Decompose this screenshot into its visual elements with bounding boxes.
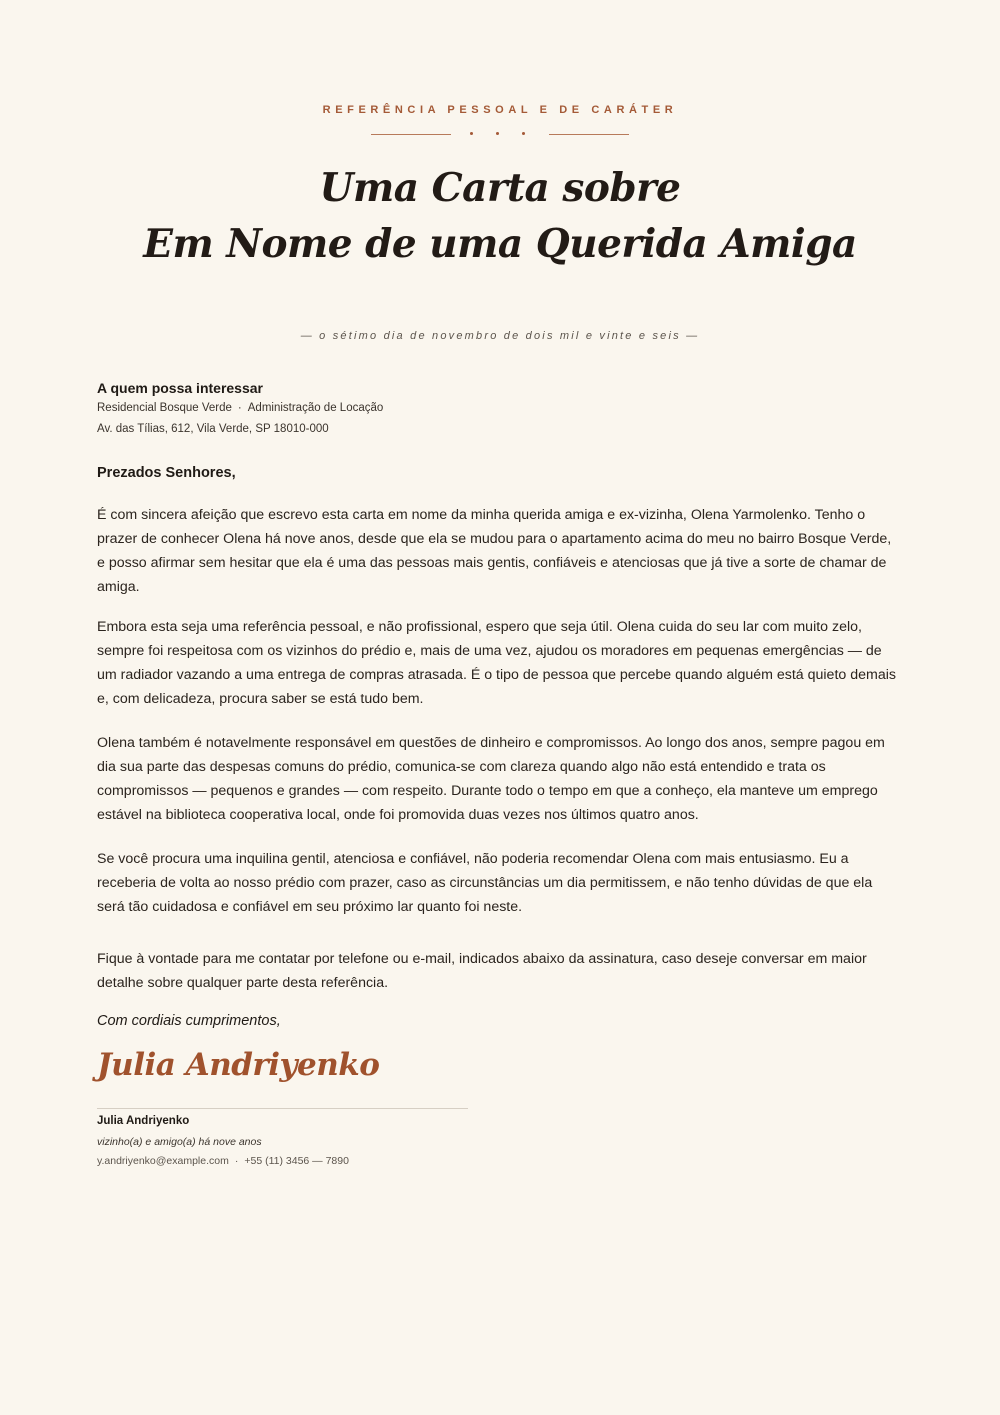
recipient-name: A quem possa interessar [97, 380, 263, 396]
body-paragraph: Fique à vontade para me contatar por telefone ou e-mail, indicados abaixo da assinatura, caso deseje conversar em maior detalhe sobre qualquer parte desta referência. [97, 951, 867, 991]
ornament-dot [496, 132, 499, 135]
body-paragraph: Se você procura uma inquilina gentil, atenciosa e confiável, não poderia recomendar Olena com mais entusiasmo. Eu a receberia de volta ao nosso prédio com prazer, caso as circunstâncias um dia permitissem, e não tenho dúvidas de que ela será tão cuidadosa e confiável em seu próximo lar quanto foi neste. [97, 851, 873, 915]
body-paragraph: É com sincera afeição que escrevo esta carta em nome da minha querida amiga e ex-vizinha, Olena Yarmolenko. Tenho o prazer de conhecer Olena há nove anos, desde que ela se mudou para o apartamento acima do meu no bairro Bosque Verde, e posso afirmar sem hesitar que ela é uma das pessoas mais gentis, confiáveis e atenciosas que já tive a sorte de chamar de amiga. [97, 507, 892, 595]
ornament-line-right [549, 134, 629, 135]
recipient-dept: Administração de Locação [247, 402, 384, 414]
ornament-dot [470, 132, 473, 135]
body-paragraph: Olena também é notavelmente responsável em questões de dinheiro e compromissos. Ao longo dos anos, sempre pagou em dia sua parte das despesas comuns do prédio, comunica-se com clareza quando algo não está entendido e trata os compromissos — pequenos e grandes — com respeito. Durante todo o tempo em que a conheço, ela manteve um emprego estável na biblioteca cooperativa local, onde foi promovida duas vezes nos últimos quatro anos. [97, 735, 885, 823]
signer-phone[interactable]: +55 (11) 3456 — 7890 [244, 1155, 349, 1167]
letter-closing: Com cordiais cumprimentos, [97, 1013, 281, 1029]
letter-date: — o sétimo dia de novembro de dois mil e vinte e seis — [300, 330, 700, 342]
ornament-line-left [371, 134, 451, 135]
signer-name: Julia Andriyenko [97, 1115, 190, 1127]
page-title [97, 160, 903, 272]
recipient-block [97, 379, 383, 440]
separator-dot: · [237, 402, 242, 414]
separator-dot: · [234, 1155, 239, 1167]
signer-role: vizinho(a) e amigo(a) há nove anos [97, 1136, 262, 1148]
ornament-dot [522, 132, 525, 135]
handwritten-signature: Julia Andriyenko [97, 1047, 380, 1083]
signer-email[interactable]: y.andriyenko@example.com [97, 1155, 229, 1167]
header-ornament [97, 128, 903, 140]
title-line-1: Uma Carta sobre [319, 165, 681, 211]
recipient-address: Av. das Tílias, 612, Vila Verde, SP 18010-000 [97, 423, 329, 435]
body-paragraph: Embora esta seja uma referência pessoal, e não profissional, espero que seja útil. Olena cuida do seu lar com muito zelo, sempre foi respeitosa com os vizinhos do prédio e, mais de uma vez, ajudou os moradores em pequenas emergências — de um radiador vazando a uma entrega de compras atrasada. É o tipo de pessoa que percebe quando alguém está quieto demais e, com delicadeza, procura saber se está tudo bem. [97, 619, 896, 707]
letter-greeting: Prezados Senhores, [97, 465, 236, 481]
recipient-org: Residencial Bosque Verde [97, 402, 232, 414]
title-line-2: Em Nome de uma Querida Amiga [143, 221, 857, 267]
signature-divider [97, 1108, 468, 1109]
document-kicker: REFERÊNCIA PESSOAL E DE CARÁTER [322, 104, 678, 116]
signer-contact [97, 1155, 349, 1167]
recipient-org-line [97, 398, 383, 419]
